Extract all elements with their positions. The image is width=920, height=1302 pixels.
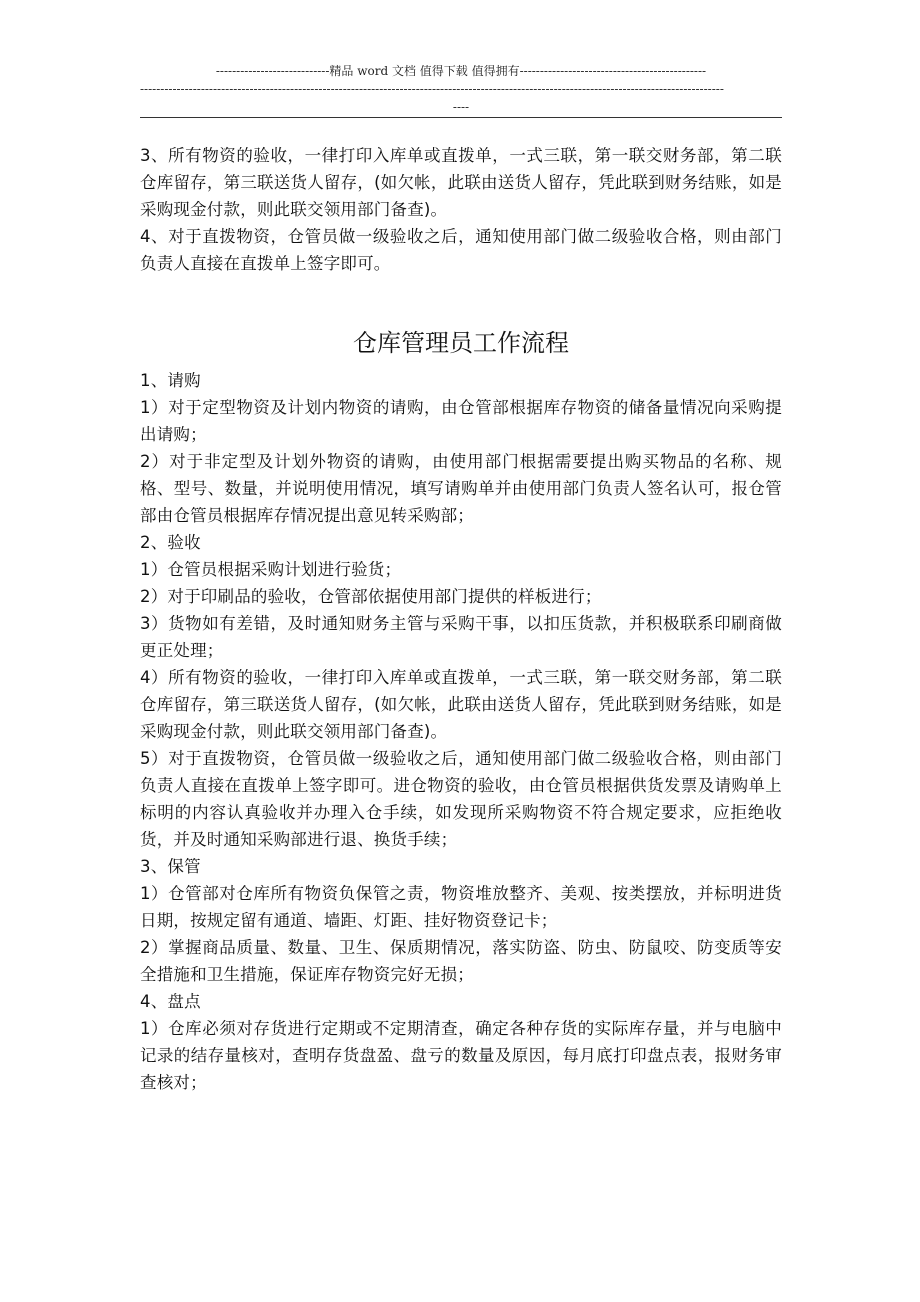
list-item: 1）仓管部对仓库所有物资负保管之责，物资堆放整齐、美观、按类摆放，并标明进货日期，按规定留有通道、墙距、灯距、挂好物资登记卡； [140, 884, 782, 930]
section-heading: 4、盘点 [140, 992, 201, 1011]
list-item: 3）货物如有差错，及时通知财务主管与采购干事，以扣压货款，并积极联系印刷商做更正处理； [140, 614, 782, 660]
section-storage [140, 853, 782, 988]
section-acceptance [140, 529, 782, 853]
list-item: 1）仓库必须对存货进行定期或不定期清查，确定各种存货的实际库存量，并与电脑中记录的结存量核对，查明存货盘盈、盘亏的数量及原因，每月底打印盘点表，报财务审查核对； [140, 1019, 782, 1092]
header-divider [140, 117, 782, 118]
list-item: 2）对于印刷品的验收，仓管部依据使用部门提供的样板进行； [140, 587, 602, 606]
intro-paragraph-3: 3、所有物资的验收，一律打印入库单或直拨单，一式三联，第一联交财务部，第二联仓库留存，第三联送货人留存，(如欠帐，此联由送货人留存，凭此联到财务结账，如是采购现金付款，则此联交领用部门备查)。 [140, 146, 782, 219]
header-line-3: ---- [452, 100, 470, 114]
list-item: 1）仓管员根据采购计划进行验货； [140, 560, 402, 579]
list-item: 1）对于定型物资及计划内物资的请购，由仓管部根据库存物资的储备量情况向采购提出请购； [140, 398, 782, 444]
section-heading: 1、请购 [140, 371, 201, 390]
spacer [140, 277, 782, 327]
page-header [140, 62, 782, 116]
list-item: 2）对于非定型及计划外物资的请购，由使用部门根据需要提出购买物品的名称、规格、型号、数量，并说明使用情况，填写请购单并由使用部门负责人签名认可，报仓管部由仓管员根据库存情况提出意见转采购部； [140, 452, 782, 525]
section-heading: 3、保管 [140, 857, 201, 876]
section-inventory [140, 988, 782, 1096]
header-line-1: ----------------------------精品 word 文档 值得下载 值得拥有---------------------------------------------- [215, 64, 707, 78]
spacer [140, 359, 782, 367]
section-requisition [140, 367, 782, 529]
section-heading: 2、验收 [140, 533, 201, 552]
list-item: 4）所有物资的验收，一律打印入库单或直拨单，一式三联，第一联交财务部，第二联仓库留存，第三联送货人留存，(如欠帐，此联由送货人留存，凭此联到财务结账，如是采购现金付款，则此联交领用部门备查)。 [140, 668, 782, 741]
intro-paragraph-4: 4、对于直拨物资，仓管员做一级验收之后，通知使用部门做二级验收合格，则由部门负责人直接在直拨单上签字即可。 [140, 227, 782, 273]
header-line-2: ------------------------------------------------------------------------------------------------------------------------------------------------ [140, 82, 724, 96]
document-body [140, 142, 782, 1096]
document-title: 仓库管理员工作流程 [353, 329, 569, 357]
list-item: 5）对于直拨物资，仓管员做一级验收之后，通知使用部门做二级验收合格，则由部门负责人直接在直拨单上签字即可。进仓物资的验收，由仓管员根据供货发票及请购单上标明的内容认真验收并办理入仓手续，如发现所采购物资不符合规定要求，应拒绝收货，并及时通知采购部进行退、换货手续； [140, 749, 782, 849]
list-item: 2）掌握商品质量、数量、卫生、保质期情况，落实防盗、防虫、防鼠咬、防变质等安全措施和卫生措施，保证库存物资完好无损； [140, 938, 782, 984]
